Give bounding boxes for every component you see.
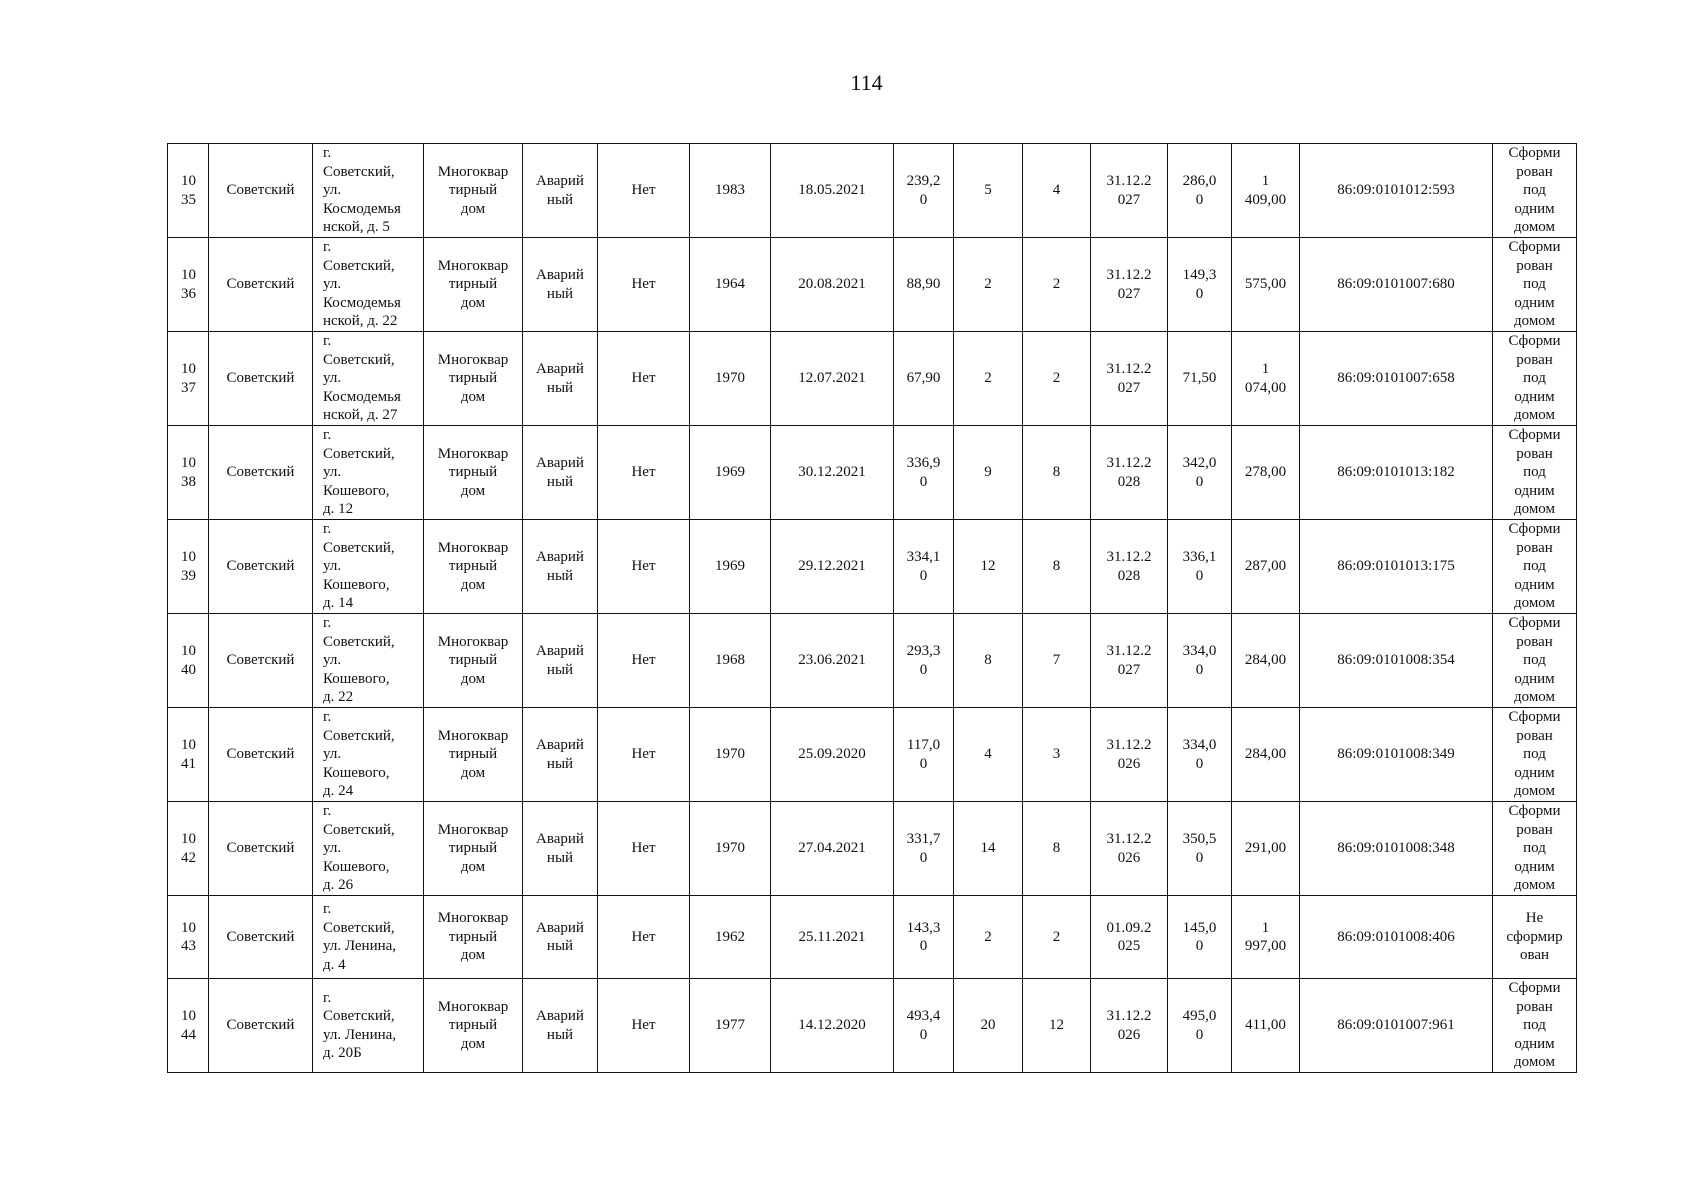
land-status-cell: Сформи рован под одним домом	[1493, 802, 1577, 896]
rooms-count-cell: 2	[1023, 332, 1091, 426]
residents-count-cell: 20	[954, 979, 1023, 1073]
district-cell: Советский	[209, 520, 313, 614]
condition-cell: Аварий ный	[523, 896, 598, 979]
living-area-cell: 67,90	[894, 332, 954, 426]
recognition-date-cell: 27.04.2021	[771, 802, 894, 896]
condition-cell: Аварий ный	[523, 802, 598, 896]
land-status-cell: Сформи рован под одним домом	[1493, 332, 1577, 426]
table-row	[168, 144, 1577, 238]
building-type-cell: Многоквар тирный дом	[424, 520, 523, 614]
land-area-cell: 1 997,00	[1232, 896, 1300, 979]
land-status-cell: Сформи рован под одним домом	[1493, 614, 1577, 708]
recognition-date-cell: 29.12.2021	[771, 520, 894, 614]
row-number-cell: 10 35	[168, 144, 209, 238]
address-cell: г. Советский, ул. Кошевого, д. 22	[313, 614, 424, 708]
resettlement-deadline-cell: 31.12.2 027	[1091, 614, 1168, 708]
cadastral-number-cell: 86:09:0101013:182	[1300, 426, 1493, 520]
recognition-date-cell: 25.09.2020	[771, 708, 894, 802]
housing-registry-table	[167, 143, 1577, 1073]
total-area-cell: 342,0 0	[1168, 426, 1232, 520]
total-area-cell: 336,1 0	[1168, 520, 1232, 614]
land-status-cell: Не сформир ован	[1493, 896, 1577, 979]
building-type-cell: Многоквар тирный дом	[424, 979, 523, 1073]
rooms-count-cell: 8	[1023, 802, 1091, 896]
land-status-cell: Сформи рован под одним домом	[1493, 238, 1577, 332]
condition-cell: Аварий ный	[523, 614, 598, 708]
land-status-cell: Сформи рован под одним домом	[1493, 426, 1577, 520]
table-row	[168, 708, 1577, 802]
year-built-cell: 1969	[690, 520, 771, 614]
row-number-cell: 10 44	[168, 979, 209, 1073]
address-cell: г. Советский, ул. Кошевого, д. 14	[313, 520, 424, 614]
registry-body	[168, 144, 1577, 1073]
cadastral-number-cell: 86:09:0101008:406	[1300, 896, 1493, 979]
cadastral-number-cell: 86:09:0101007:658	[1300, 332, 1493, 426]
year-built-cell: 1970	[690, 802, 771, 896]
living-area-cell: 88,90	[894, 238, 954, 332]
building-type-cell: Многоквар тирный дом	[424, 144, 523, 238]
row-number-cell: 10 38	[168, 426, 209, 520]
recognition-date-cell: 18.05.2021	[771, 144, 894, 238]
land-status-cell: Сформи рован под одним домом	[1493, 708, 1577, 802]
residents-count-cell: 9	[954, 426, 1023, 520]
row-number-cell: 10 41	[168, 708, 209, 802]
resettlement-deadline-cell: 31.12.2 026	[1091, 802, 1168, 896]
living-area-cell: 117,0 0	[894, 708, 954, 802]
total-area-cell: 286,0 0	[1168, 144, 1232, 238]
table-row	[168, 979, 1577, 1073]
total-area-cell: 149,3 0	[1168, 238, 1232, 332]
address-cell: г. Советский, ул. Космодемья нской, д. 22	[313, 238, 424, 332]
address-cell: г. Советский, ул. Кошевого, д. 12	[313, 426, 424, 520]
rooms-count-cell: 3	[1023, 708, 1091, 802]
table-row	[168, 896, 1577, 979]
resettlement-deadline-cell: 01.09.2 025	[1091, 896, 1168, 979]
resettlement-deadline-cell: 31.12.2 027	[1091, 144, 1168, 238]
condition-cell: Аварий ный	[523, 238, 598, 332]
building-type-cell: Многоквар тирный дом	[424, 802, 523, 896]
district-cell: Советский	[209, 614, 313, 708]
page-number: 114	[850, 70, 883, 95]
cadastral-number-cell: 86:09:0101012:593	[1300, 144, 1493, 238]
condition-cell: Аварий ный	[523, 979, 598, 1073]
district-cell: Советский	[209, 144, 313, 238]
district-cell: Советский	[209, 332, 313, 426]
row-number-cell: 10 43	[168, 896, 209, 979]
residents-count-cell: 4	[954, 708, 1023, 802]
row-number-cell: 10 42	[168, 802, 209, 896]
condition-cell: Аварий ный	[523, 144, 598, 238]
year-built-cell: 1977	[690, 979, 771, 1073]
district-cell: Советский	[209, 426, 313, 520]
flag-cell: Нет	[598, 144, 690, 238]
condition-cell: Аварий ный	[523, 332, 598, 426]
living-area-cell: 143,3 0	[894, 896, 954, 979]
year-built-cell: 1970	[690, 708, 771, 802]
flag-cell: Нет	[598, 238, 690, 332]
total-area-cell: 334,0 0	[1168, 708, 1232, 802]
address-cell: г. Советский, ул. Космодемья нской, д. 27	[313, 332, 424, 426]
resettlement-deadline-cell: 31.12.2 026	[1091, 979, 1168, 1073]
district-cell: Советский	[209, 708, 313, 802]
building-type-cell: Многоквар тирный дом	[424, 614, 523, 708]
cadastral-number-cell: 86:09:0101007:680	[1300, 238, 1493, 332]
recognition-date-cell: 14.12.2020	[771, 979, 894, 1073]
year-built-cell: 1983	[690, 144, 771, 238]
district-cell: Советский	[209, 896, 313, 979]
condition-cell: Аварий ный	[523, 426, 598, 520]
table-row	[168, 332, 1577, 426]
living-area-cell: 331,7 0	[894, 802, 954, 896]
resettlement-deadline-cell: 31.12.2 027	[1091, 332, 1168, 426]
row-number-cell: 10 39	[168, 520, 209, 614]
rooms-count-cell: 2	[1023, 896, 1091, 979]
residents-count-cell: 2	[954, 896, 1023, 979]
flag-cell: Нет	[598, 708, 690, 802]
table-row	[168, 426, 1577, 520]
flag-cell: Нет	[598, 802, 690, 896]
building-type-cell: Многоквар тирный дом	[424, 896, 523, 979]
land-area-cell: 1 409,00	[1232, 144, 1300, 238]
land-area-cell: 287,00	[1232, 520, 1300, 614]
living-area-cell: 293,3 0	[894, 614, 954, 708]
address-cell: г. Советский, ул. Кошевого, д. 26	[313, 802, 424, 896]
rooms-count-cell: 7	[1023, 614, 1091, 708]
land-area-cell: 284,00	[1232, 708, 1300, 802]
residents-count-cell: 2	[954, 332, 1023, 426]
rooms-count-cell: 2	[1023, 238, 1091, 332]
total-area-cell: 350,5 0	[1168, 802, 1232, 896]
land-status-cell: Сформи рован под одним домом	[1493, 144, 1577, 238]
table-row	[168, 802, 1577, 896]
land-area-cell: 1 074,00	[1232, 332, 1300, 426]
address-cell: г. Советский, ул. Ленина, д. 4	[313, 896, 424, 979]
rooms-count-cell: 8	[1023, 426, 1091, 520]
recognition-date-cell: 25.11.2021	[771, 896, 894, 979]
cadastral-number-cell: 86:09:0101007:961	[1300, 979, 1493, 1073]
year-built-cell: 1962	[690, 896, 771, 979]
residents-count-cell: 2	[954, 238, 1023, 332]
building-type-cell: Многоквар тирный дом	[424, 708, 523, 802]
flag-cell: Нет	[598, 520, 690, 614]
total-area-cell: 145,0 0	[1168, 896, 1232, 979]
land-status-cell: Сформи рован под одним домом	[1493, 979, 1577, 1073]
living-area-cell: 493,4 0	[894, 979, 954, 1073]
district-cell: Советский	[209, 979, 313, 1073]
residents-count-cell: 5	[954, 144, 1023, 238]
flag-cell: Нет	[598, 332, 690, 426]
land-area-cell: 411,00	[1232, 979, 1300, 1073]
land-status-cell: Сформи рован под одним домом	[1493, 520, 1577, 614]
resettlement-deadline-cell: 31.12.2 028	[1091, 520, 1168, 614]
recognition-date-cell: 20.08.2021	[771, 238, 894, 332]
cadastral-number-cell: 86:09:0101008:354	[1300, 614, 1493, 708]
resettlement-deadline-cell: 31.12.2 027	[1091, 238, 1168, 332]
condition-cell: Аварий ный	[523, 520, 598, 614]
cadastral-number-cell: 86:09:0101008:348	[1300, 802, 1493, 896]
living-area-cell: 336,9 0	[894, 426, 954, 520]
district-cell: Советский	[209, 802, 313, 896]
cadastral-number-cell: 86:09:0101013:175	[1300, 520, 1493, 614]
address-cell: г. Советский, ул. Космодемья нской, д. 5	[313, 144, 424, 238]
cadastral-number-cell: 86:09:0101008:349	[1300, 708, 1493, 802]
residents-count-cell: 8	[954, 614, 1023, 708]
land-area-cell: 284,00	[1232, 614, 1300, 708]
land-area-cell: 278,00	[1232, 426, 1300, 520]
table-row	[168, 238, 1577, 332]
address-cell: г. Советский, ул. Кошевого, д. 24	[313, 708, 424, 802]
building-type-cell: Многоквар тирный дом	[424, 238, 523, 332]
address-cell: г. Советский, ул. Ленина, д. 20Б	[313, 979, 424, 1073]
total-area-cell: 71,50	[1168, 332, 1232, 426]
flag-cell: Нет	[598, 896, 690, 979]
recognition-date-cell: 30.12.2021	[771, 426, 894, 520]
row-number-cell: 10 37	[168, 332, 209, 426]
flag-cell: Нет	[598, 426, 690, 520]
year-built-cell: 1968	[690, 614, 771, 708]
rooms-count-cell: 8	[1023, 520, 1091, 614]
resettlement-deadline-cell: 31.12.2 028	[1091, 426, 1168, 520]
recognition-date-cell: 12.07.2021	[771, 332, 894, 426]
year-built-cell: 1970	[690, 332, 771, 426]
recognition-date-cell: 23.06.2021	[771, 614, 894, 708]
building-type-cell: Многоквар тирный дом	[424, 332, 523, 426]
table-row	[168, 520, 1577, 614]
table-row	[168, 614, 1577, 708]
rooms-count-cell: 4	[1023, 144, 1091, 238]
rooms-count-cell: 12	[1023, 979, 1091, 1073]
condition-cell: Аварий ный	[523, 708, 598, 802]
resettlement-deadline-cell: 31.12.2 026	[1091, 708, 1168, 802]
row-number-cell: 10 40	[168, 614, 209, 708]
row-number-cell: 10 36	[168, 238, 209, 332]
residents-count-cell: 12	[954, 520, 1023, 614]
residents-count-cell: 14	[954, 802, 1023, 896]
district-cell: Советский	[209, 238, 313, 332]
year-built-cell: 1964	[690, 238, 771, 332]
land-area-cell: 575,00	[1232, 238, 1300, 332]
flag-cell: Нет	[598, 979, 690, 1073]
flag-cell: Нет	[598, 614, 690, 708]
building-type-cell: Многоквар тирный дом	[424, 426, 523, 520]
total-area-cell: 334,0 0	[1168, 614, 1232, 708]
land-area-cell: 291,00	[1232, 802, 1300, 896]
living-area-cell: 239,2 0	[894, 144, 954, 238]
living-area-cell: 334,1 0	[894, 520, 954, 614]
total-area-cell: 495,0 0	[1168, 979, 1232, 1073]
year-built-cell: 1969	[690, 426, 771, 520]
